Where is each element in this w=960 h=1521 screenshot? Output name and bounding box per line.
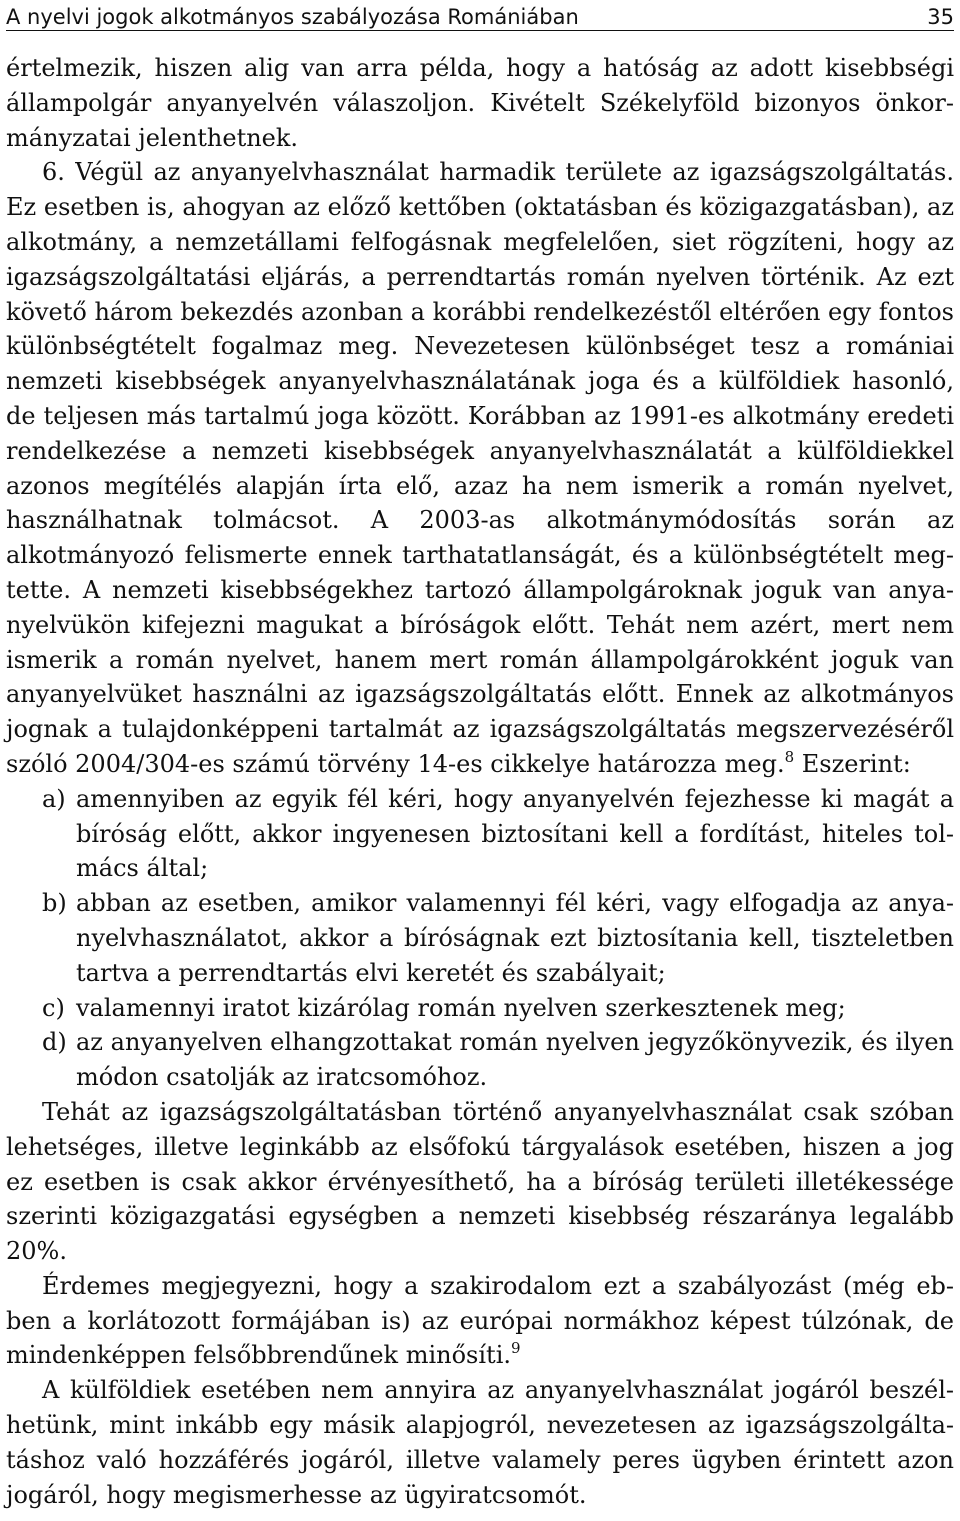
list-text-c: valamennyi iratot kizárólag román nyelven szerkesztenek meg; (76, 993, 846, 1022)
footnote-ref-8[interactable]: 8 (784, 747, 795, 766)
list-item-a (6, 782, 954, 886)
list-marker-b: b) (42, 889, 67, 918)
page-number: 35 (927, 5, 954, 29)
list-item-d (6, 1025, 954, 1095)
paragraph-2-tail: Eszerint: (794, 749, 911, 778)
list-text-d: az anyanyelven elhangzottakat román nyelven jegyzőkönyvezik, és ilyen módon csatolják az iratcsomóhoz. (76, 1028, 954, 1092)
paragraph-5: A külföldiek esetében nem annyira az anyanyelvhasználat jogáról beszélhetünk, mint inkább egy másik alapjogról, nevezetesen az igazságszolgáltatáshoz való hozzáférés jogáról, illetve valamely peres ügyben érintett azon jogáról, hogy megismerhesse az ügyiratcsomót. (6, 1376, 954, 1509)
list-item-c (6, 991, 954, 1026)
list-marker-d: d) (42, 1028, 67, 1057)
paragraph-3: Tehát az igazságszolgáltatásban történő anyanyelvhasználat csak szóban lehetséges, illetve leginkább az elsőfokú tárgyalások esetében, hiszen a jog ez esetben is csak akkor érvényesíthető, ha a bíróság területi illetékessége szerinti közigazgatási egységben a nemzeti kisebbség részaránya legalább 20%. (6, 1097, 954, 1266)
list-text-b: abban az esetben, amikor valamennyi fél kéri, vagy elfogadja az anyanyelvhasználatot, akkor a bíróságnak ezt biztosítania kell, tiszteletben tartva a perrendtartás elvi keretét és szabályait; (76, 889, 954, 987)
list-marker-a: a) (42, 784, 66, 813)
paragraph-2-text: 6. Végül az anyanyelvhasználat harmadik területe az igazságszolgáltatás. Ez esetben is, ahogyan az előző kettőben (oktatásban és közigazgatásban), az alkotmány, a nemzetállami felfogásnak megfelelően, siet rögzíteni, hogy az igazságszolgáltatási eljárás, a perrendtartás román nyelven történik. Az ezt követő három bekezdés azonban a korábbi rendelkezéstől eltérően egy fontos különbségtételt fogalmaz meg. Nevezetesen különbséget tesz a romániai nemzeti kisebbségek anyanyelvhasználatának joga és a külföldiek hasonló, de teljesen más tartalmú joga között. Korábban az 1991-es alkotmány eredeti rendelkezése a nemzeti kisebbségek anyanyelvhasználatát a külföldiekkel azonos megítélés alapján írta elő, azaz ha nem ismerik a román nyelvet, használhatnak tolmácsot. A 2003-as alkotmánymódosítás során az alkotmányozó felismerte ennek tarthatatlanságát, és a különbségtételt megtette. A nemzeti kisebbségekhez tartozó állampolgároknak joguk van anyanyelvükön kifejezni magukat a bíróságok előtt. Tehát nem azért, mert nem ismerik a román nyelvet, hanem mert román állampolgárokként joguk van anyanyelvüket használni az igazságszolgáltatás előtt. Ennek az alkotmányos jognak a tulajdonképpeni tartalmát az igazságszolgáltatás megszervezéséről szóló 2004/304-es számú törvény 14-es cikkelye határozza meg. (6, 158, 954, 778)
paragraph-1: értelmezik, hiszen alig van arra példa, hogy a hatóság az adott kisebbségi állampolgár anyanyelvén válaszoljon. Kivételt Székelyföld bizonyos önkormányzatai jelenthetnek. (6, 54, 954, 152)
paragraph-4 (6, 1269, 954, 1373)
footnote-ref-9[interactable]: 9 (511, 1339, 521, 1358)
list-marker-c: c) (42, 993, 65, 1022)
paragraph-2 (6, 155, 954, 781)
provision-list (6, 782, 954, 1095)
list-item-b (6, 886, 954, 990)
body-text (6, 51, 954, 1512)
running-header-title: A nyelvi jogok alkotmányos szabályozása Romániában (6, 5, 579, 29)
list-text-a: amennyiben az egyik fél kéri, hogy anyanyelvén fejezhesse ki magát a bíróság előtt, akkor ingyenesen biztosítani kell a fordítást, hiteles tolmács által; (76, 784, 954, 883)
paragraph-4-text: Érdemes megjegyezni, hogy a szakirodalom ezt a szabályozást (még ebben a korlátozott formájában is) az európai normákhoz képest túlzónak, de mindenképpen felsőbbrendűnek minősíti. (6, 1271, 954, 1370)
running-header (6, 0, 954, 31)
